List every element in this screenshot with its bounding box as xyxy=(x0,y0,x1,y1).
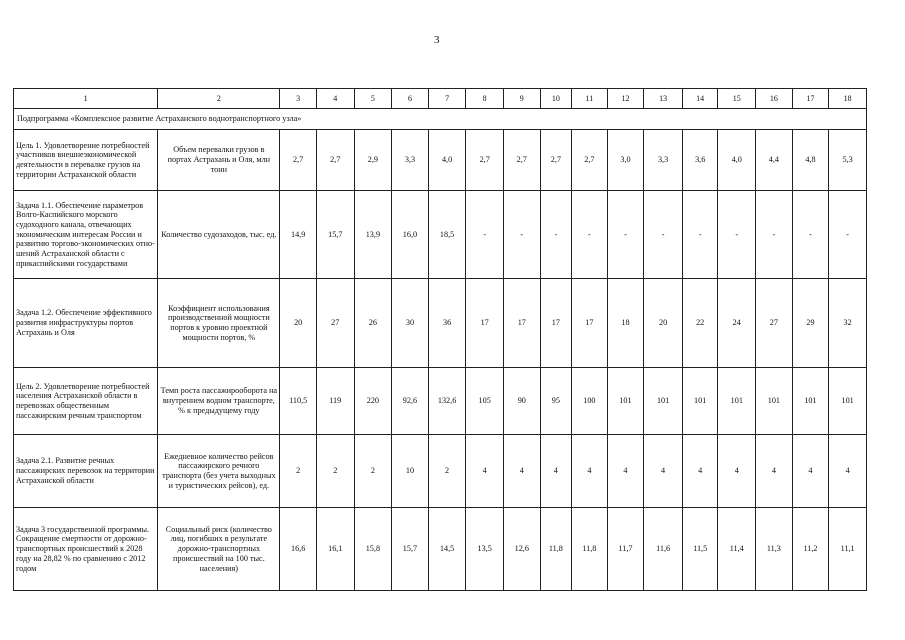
value-cell: 11,6 xyxy=(644,508,683,591)
value-cell: 4 xyxy=(540,435,572,508)
value-cell: 101 xyxy=(718,368,756,435)
value-cell: 11,2 xyxy=(792,508,829,591)
value-cell: 2 xyxy=(428,435,466,508)
value-cell: 4,0 xyxy=(718,130,756,191)
value-cell: 17 xyxy=(540,279,572,368)
value-cell: 4 xyxy=(572,435,608,508)
value-cell: 27 xyxy=(316,279,354,368)
column-number-6: 6 xyxy=(392,89,429,109)
value-cell: 4 xyxy=(682,435,718,508)
value-cell: 95 xyxy=(540,368,572,435)
indicators-table xyxy=(13,88,867,591)
value-cell: 105 xyxy=(466,368,504,435)
value-cell: 101 xyxy=(644,368,683,435)
column-number-5: 5 xyxy=(354,89,392,109)
value-cell: 4 xyxy=(756,435,793,508)
value-cell: 90 xyxy=(503,368,540,435)
value-cell: 11,7 xyxy=(607,508,644,591)
column-number-10: 10 xyxy=(540,89,572,109)
indicator-cell: Объем перевалки грузов в портах Астрахань и Оля, млн тонн xyxy=(158,130,280,191)
value-cell: 3,3 xyxy=(392,130,429,191)
value-cell: 2,7 xyxy=(280,130,317,191)
table-row xyxy=(14,368,867,435)
value-cell: 15,7 xyxy=(316,191,354,279)
value-cell: - xyxy=(718,191,756,279)
value-cell: 2 xyxy=(354,435,392,508)
goal-cell: Задача 1.2. Обеспечение эффективного развития инфраструктуры портов Астрахань и Оля xyxy=(14,279,158,368)
value-cell: 20 xyxy=(644,279,683,368)
value-cell: 16,0 xyxy=(392,191,429,279)
value-cell: 22 xyxy=(682,279,718,368)
goal-cell: Задача 1.1. Обеспечение параметров Волго-Каспийского морского судоходного канала, отвечающих экономическим интересам России и развитию торгово-экономических отношений Астраханской области с прикаспийскими государствами xyxy=(14,191,158,279)
value-cell: 2,7 xyxy=(316,130,354,191)
value-cell: 119 xyxy=(316,368,354,435)
column-number-15: 15 xyxy=(718,89,756,109)
value-cell: 132,6 xyxy=(428,368,466,435)
goal-cell: Цель 2. Удовлетворение потребностей населения Астраханской области в перевозках общественным пассажирским речным транспортом xyxy=(14,368,158,435)
value-cell: 4 xyxy=(607,435,644,508)
value-cell: 30 xyxy=(392,279,429,368)
value-cell: 3,0 xyxy=(607,130,644,191)
value-cell: 4,4 xyxy=(756,130,793,191)
value-cell: 4 xyxy=(829,435,867,508)
value-cell: 4,0 xyxy=(428,130,466,191)
value-cell: 29 xyxy=(792,279,829,368)
indicator-cell: Темп роста пассажирооборота на внутреннем водном транспорте, % к предыдущему году xyxy=(158,368,280,435)
value-cell: - xyxy=(503,191,540,279)
column-number-3: 3 xyxy=(280,89,317,109)
column-number-7: 7 xyxy=(428,89,466,109)
value-cell: 13,5 xyxy=(466,508,504,591)
column-number-17: 17 xyxy=(792,89,829,109)
value-cell: - xyxy=(644,191,683,279)
table-row xyxy=(14,508,867,591)
value-cell: 3,3 xyxy=(644,130,683,191)
column-number-11: 11 xyxy=(572,89,608,109)
value-cell: 13,9 xyxy=(354,191,392,279)
column-number-12: 12 xyxy=(607,89,644,109)
value-cell: 14,9 xyxy=(280,191,317,279)
goal-cell: Цель 1. Удовлетворение потребностей участников внешнеэкономической деятельности в перевалке грузов на территории Астраханской области xyxy=(14,130,158,191)
value-cell: 2,7 xyxy=(540,130,572,191)
value-cell: 101 xyxy=(682,368,718,435)
value-cell: 220 xyxy=(354,368,392,435)
value-cell: 11,4 xyxy=(718,508,756,591)
table-row xyxy=(14,435,867,508)
column-number-4: 4 xyxy=(316,89,354,109)
value-cell: 32 xyxy=(829,279,867,368)
value-cell: 17 xyxy=(466,279,504,368)
value-cell: 4,8 xyxy=(792,130,829,191)
value-cell: 11,5 xyxy=(682,508,718,591)
value-cell: 11,8 xyxy=(572,508,608,591)
indicator-cell: Социальный риск (количество лиц, погибших в результате дорожно-транспортных происшествий на 100 тыс. населения) xyxy=(158,508,280,591)
value-cell: 101 xyxy=(829,368,867,435)
table-row xyxy=(14,191,867,279)
value-cell: 17 xyxy=(503,279,540,368)
value-cell: - xyxy=(682,191,718,279)
value-cell: 4 xyxy=(466,435,504,508)
value-cell: - xyxy=(756,191,793,279)
value-cell: 27 xyxy=(756,279,793,368)
value-cell: 4 xyxy=(718,435,756,508)
table-row xyxy=(14,130,867,191)
value-cell: - xyxy=(466,191,504,279)
value-cell: 2,7 xyxy=(466,130,504,191)
value-cell: - xyxy=(607,191,644,279)
value-cell: 16,1 xyxy=(316,508,354,591)
value-cell: 12,6 xyxy=(503,508,540,591)
subprogram-row xyxy=(14,109,867,130)
value-cell: 18 xyxy=(607,279,644,368)
value-cell: 11,8 xyxy=(540,508,572,591)
table-row xyxy=(14,279,867,368)
value-cell: 100 xyxy=(572,368,608,435)
goal-cell: Задача 3 государственной программы. Сокращение смертности от дорожно-транспортных происшествий к 2028 году на 28,82 % по сравнению с 2012 годом xyxy=(14,508,158,591)
value-cell: 101 xyxy=(792,368,829,435)
column-number-8: 8 xyxy=(466,89,504,109)
column-number-1: 1 xyxy=(14,89,158,109)
value-cell: 24 xyxy=(718,279,756,368)
value-cell: 11,3 xyxy=(756,508,793,591)
value-cell: 4 xyxy=(644,435,683,508)
column-number-9: 9 xyxy=(503,89,540,109)
value-cell: 2,9 xyxy=(354,130,392,191)
column-number-2: 2 xyxy=(158,89,280,109)
value-cell: 18,5 xyxy=(428,191,466,279)
value-cell: 92,6 xyxy=(392,368,429,435)
column-number-18: 18 xyxy=(829,89,867,109)
value-cell: 110,5 xyxy=(280,368,317,435)
column-number-14: 14 xyxy=(682,89,718,109)
column-number-row xyxy=(14,89,867,109)
value-cell: 26 xyxy=(354,279,392,368)
goal-cell: Задача 2.1. Развитие речных пассажирских перевозок на территории Астраханской области xyxy=(14,435,158,508)
value-cell: 15,8 xyxy=(354,508,392,591)
indicator-cell: Ежедневное количество рейсов пассажирского речного транспорта (без учета выходных и туристических рейсов), ед. xyxy=(158,435,280,508)
value-cell: 101 xyxy=(756,368,793,435)
value-cell: 5,3 xyxy=(829,130,867,191)
value-cell: 101 xyxy=(607,368,644,435)
indicator-cell: Количество судозаходов, тыс. ед. xyxy=(158,191,280,279)
column-number-13: 13 xyxy=(644,89,683,109)
value-cell: 20 xyxy=(280,279,317,368)
value-cell: 36 xyxy=(428,279,466,368)
value-cell: - xyxy=(540,191,572,279)
page-number: 3 xyxy=(434,34,440,46)
value-cell: 4 xyxy=(792,435,829,508)
value-cell: 16,6 xyxy=(280,508,317,591)
value-cell: 10 xyxy=(392,435,429,508)
value-cell: - xyxy=(572,191,608,279)
value-cell: 2,7 xyxy=(503,130,540,191)
subprogram-title: Подпрограмма «Комплексное развитие Астраханского воднотранспортного узла» xyxy=(14,109,867,130)
value-cell: 15,7 xyxy=(392,508,429,591)
value-cell: 14,5 xyxy=(428,508,466,591)
value-cell: 2,7 xyxy=(572,130,608,191)
value-cell: - xyxy=(829,191,867,279)
value-cell: - xyxy=(792,191,829,279)
value-cell: 2 xyxy=(280,435,317,508)
value-cell: 17 xyxy=(572,279,608,368)
value-cell: 3,6 xyxy=(682,130,718,191)
indicator-cell: Коэффициент использования производственной мощности портов к уровню проектной мощности портов, % xyxy=(158,279,280,368)
value-cell: 11,1 xyxy=(829,508,867,591)
column-number-16: 16 xyxy=(756,89,793,109)
value-cell: 2 xyxy=(316,435,354,508)
value-cell: 4 xyxy=(503,435,540,508)
